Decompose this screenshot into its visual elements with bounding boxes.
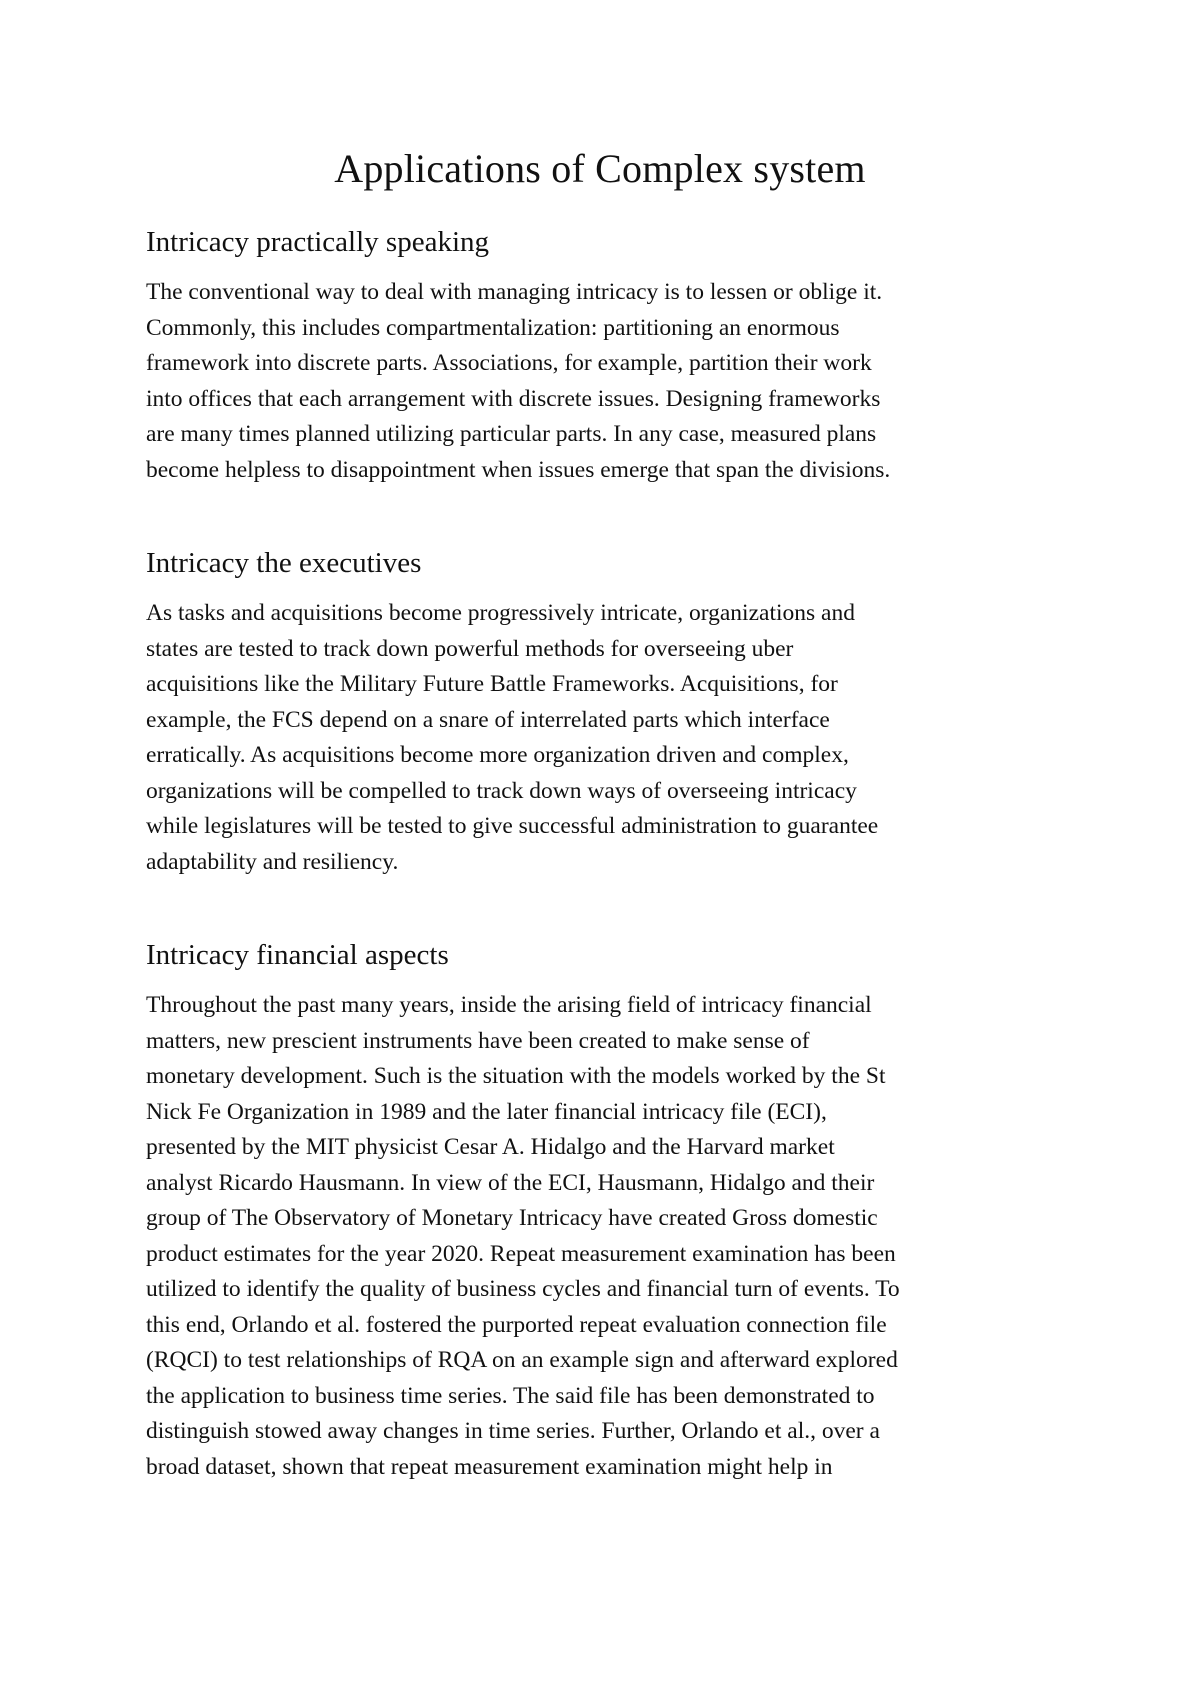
text-line: Commonly, this includes compartmentalization: partitioning an enormous bbox=[146, 314, 840, 341]
text-line: acquisitions like the Military Future Battle Frameworks. Acquisitions, for bbox=[146, 671, 838, 697]
text-line: matters, new prescient instruments have been created to make sense of bbox=[146, 1027, 810, 1054]
text-line: erratically. As acquisitions become more organization driven and complex, bbox=[146, 742, 849, 768]
text-line: states are tested to track down powerful methods for overseeing uber bbox=[146, 635, 794, 662]
text-line: The conventional way to deal with managing intricacy is to lessen or oblige it. bbox=[146, 279, 883, 305]
text-line: become helpless to disappointment when issues emerge that span the divisions. bbox=[146, 456, 891, 483]
text-line: the application to business time series. The said file has been demonstrated to bbox=[146, 1382, 875, 1409]
text-line: example, the FCS depend on a snare of interrelated parts which interface bbox=[146, 706, 830, 733]
text-line: framework into discrete parts. Associations, for example, partition their work bbox=[146, 350, 872, 376]
section-spacer bbox=[146, 880, 1200, 936]
text-line: product estimates for the year 2020. Repeat measurement examination has been bbox=[146, 1240, 896, 1267]
text-line: utilized to identify the quality of business cycles and financial turn of events. To bbox=[146, 1276, 900, 1302]
text-line: monetary development. Such is the situation with the models worked by the St bbox=[146, 1063, 886, 1089]
text-line: Nick Fe Organization in 1989 and the later financial intricacy file (ECI), bbox=[146, 1098, 827, 1125]
section-heading: Intricacy the executives bbox=[146, 547, 422, 579]
text-line: are many times planned utilizing particular parts. In any case, measured plans bbox=[146, 421, 877, 447]
text-line: adaptability and resiliency. bbox=[146, 848, 399, 875]
text-line: As tasks and acquisitions become progressively intricate, organizations and bbox=[146, 600, 855, 626]
section-intricacy-the-executives bbox=[146, 544, 1200, 880]
text-line: Throughout the past many years, inside the arising field of intricacy financial bbox=[146, 992, 872, 1018]
section-paragraph bbox=[146, 275, 1086, 488]
section-heading: Intricacy practically speaking bbox=[146, 226, 490, 258]
section-intricacy-practically-speaking bbox=[146, 223, 1200, 488]
text-line: into offices that each arrangement with discrete issues. Designing frameworks bbox=[146, 385, 881, 412]
section-paragraph bbox=[146, 596, 1086, 880]
section-paragraph bbox=[146, 988, 1086, 1485]
text-line: while legislatures will be tested to give successful administration to guarantee bbox=[146, 813, 879, 839]
section-intricacy-financial-aspects bbox=[146, 936, 1200, 1485]
text-line: group of The Observatory of Monetary Intricacy have created Gross domestic bbox=[146, 1205, 878, 1231]
text-line: presented by the MIT physicist Cesar A. Hidalgo and the Harvard market bbox=[146, 1134, 835, 1160]
document-title: Applications of Complex system bbox=[334, 146, 866, 191]
text-line: organizations will be compelled to track down ways of overseeing intricacy bbox=[146, 777, 857, 804]
section-heading: Intricacy financial aspects bbox=[146, 939, 449, 971]
text-line: distinguish stowed away changes in time series. Further, Orlando et al., over a bbox=[146, 1418, 880, 1444]
text-line: (RQCI) to test relationships of RQA on an example sign and afterward explored bbox=[146, 1347, 898, 1373]
text-line: broad dataset, shown that repeat measurement examination might help in bbox=[146, 1453, 833, 1480]
text-line: this end, Orlando et al. fostered the purported repeat evaluation connection file bbox=[146, 1311, 887, 1338]
text-line: analyst Ricardo Hausmann. In view of the ECI, Hausmann, Hidalgo and their bbox=[146, 1169, 875, 1196]
section-spacer bbox=[146, 488, 1200, 544]
